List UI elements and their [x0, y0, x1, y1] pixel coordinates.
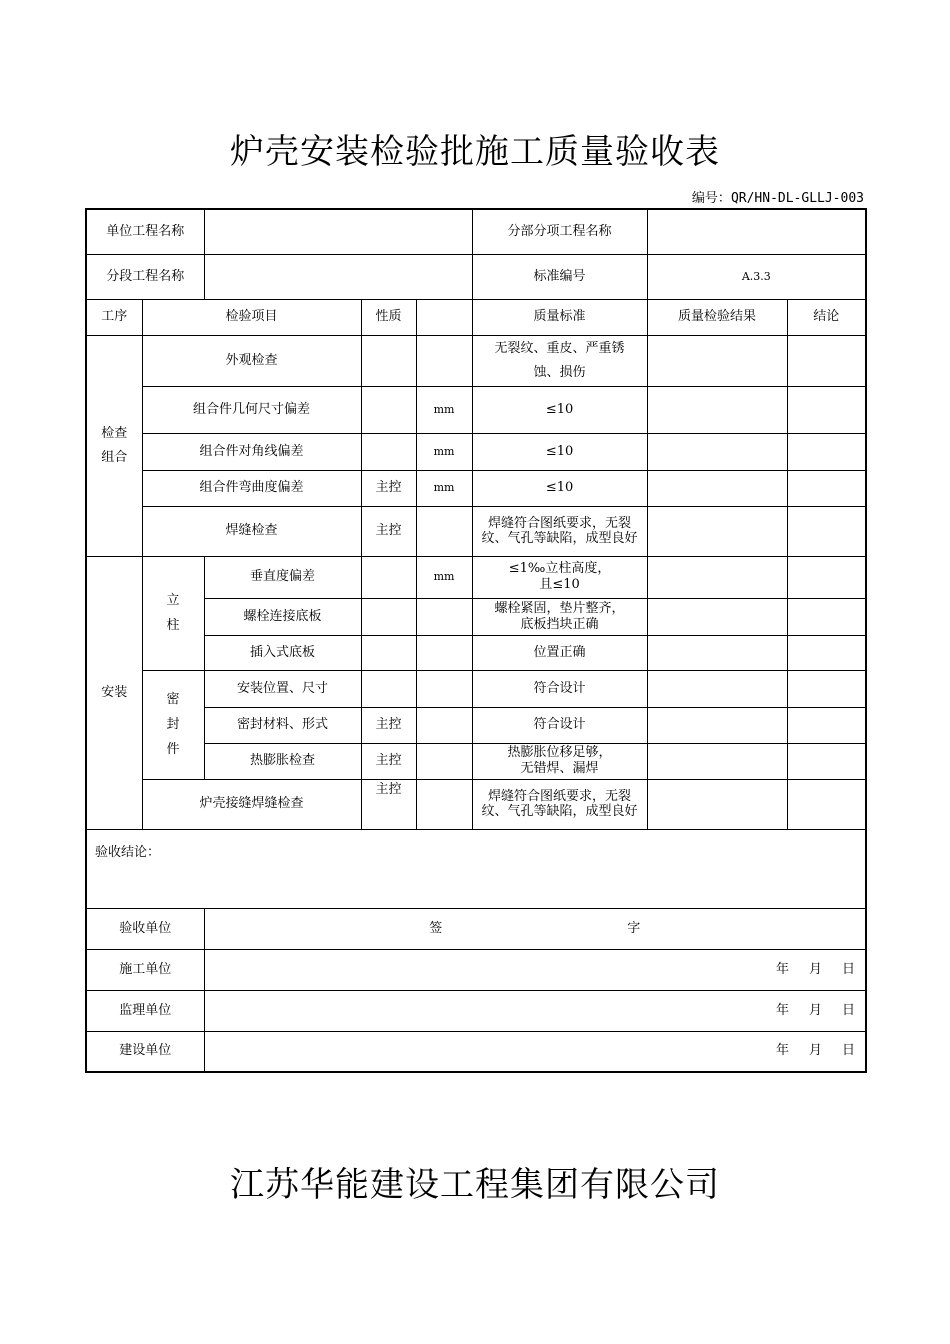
row-standard: 符合设计: [472, 670, 647, 707]
sub-project-field[interactable]: [647, 209, 866, 254]
subgroup-column: 立柱: [142, 556, 204, 670]
row-nature: [361, 598, 416, 635]
col-conclusion: 结论: [787, 299, 866, 335]
row-item: 外观检查: [142, 335, 361, 386]
row-nature: [361, 335, 416, 386]
row-unit: mm: [416, 470, 472, 506]
unit-project-field[interactable]: [204, 209, 472, 254]
subgroup-seal: 密封件: [142, 670, 204, 779]
row-conclusion[interactable]: [787, 335, 866, 386]
row-unit: mm: [416, 556, 472, 598]
row-standard: ≤10: [472, 433, 647, 470]
row-nature: [361, 433, 416, 470]
row-standard: ≤10: [472, 386, 647, 433]
row-result[interactable]: [647, 707, 787, 743]
inspection-table: [85, 208, 867, 1073]
row-standard: 焊缝符合图纸要求，无裂纹、气孔等缺陷，成型良好: [472, 506, 647, 556]
acceptance-conclusion-label: 验收结论：: [95, 844, 161, 860]
construction-unit-label: 施工单位: [86, 949, 204, 990]
row-conclusion[interactable]: [787, 779, 866, 829]
col-result: 质量检验结果: [647, 299, 787, 335]
acceptance-conclusion[interactable]: [86, 829, 866, 908]
row-standard: 焊缝符合图纸要求，无裂纹、气孔等缺陷，成型良好: [472, 779, 647, 829]
section-project-label: 分段工程名称: [86, 254, 204, 299]
row-item: 密封材料、形式: [204, 707, 361, 743]
row-nature: [361, 386, 416, 433]
row-conclusion[interactable]: [787, 470, 866, 506]
owner-unit-sign[interactable]: 年 月 日: [204, 1031, 866, 1072]
row-item: 炉壳接缝焊缝检查: [142, 779, 361, 829]
row-item: 组合件对角线偏差: [142, 433, 361, 470]
row-nature: [361, 556, 416, 598]
row-result[interactable]: [647, 743, 787, 779]
row-unit: [416, 779, 472, 829]
row-conclusion[interactable]: [787, 635, 866, 670]
supervision-unit-sign[interactable]: 年 月 日: [204, 990, 866, 1031]
row-result[interactable]: [647, 433, 787, 470]
row-standard: 无裂纹、重皮、严重锈蚀、损伤: [472, 335, 647, 386]
row-result[interactable]: [647, 598, 787, 635]
row-conclusion[interactable]: [787, 386, 866, 433]
owner-unit-label: 建设单位: [86, 1031, 204, 1072]
document-code-label: 编号：: [691, 191, 731, 206]
row-conclusion[interactable]: [787, 743, 866, 779]
section-project-field[interactable]: [204, 254, 472, 299]
row-conclusion[interactable]: [787, 707, 866, 743]
sign-header: 签 字: [204, 908, 866, 949]
company-name: 江苏华能建设工程集团有限公司: [230, 1165, 720, 1205]
row-unit: [416, 598, 472, 635]
row-result[interactable]: [647, 635, 787, 670]
row-item: 组合件几何尺寸偏差: [142, 386, 361, 433]
row-unit: [416, 506, 472, 556]
document-code-value: QR/HN-DL-GLLJ-003: [730, 191, 864, 206]
row-item: 组合件弯曲度偏差: [142, 470, 361, 506]
row-conclusion[interactable]: [787, 670, 866, 707]
row-nature: 主控: [361, 506, 416, 556]
row-nature: [361, 670, 416, 707]
row-standard: 螺栓紧固，垫片整齐， 底板挡块正确: [472, 598, 647, 635]
row-standard: 符合设计: [472, 707, 647, 743]
row-result[interactable]: [647, 335, 787, 386]
row-result[interactable]: [647, 670, 787, 707]
construction-unit-sign[interactable]: 年 月 日: [204, 949, 866, 990]
group-install: 安装: [86, 556, 142, 829]
row-result[interactable]: [647, 506, 787, 556]
col-item: 检验项目: [142, 299, 361, 335]
row-item: 插入式底板: [204, 635, 361, 670]
row-unit: [416, 707, 472, 743]
row-result[interactable]: [647, 386, 787, 433]
row-nature: 主控: [361, 707, 416, 743]
row-item: 螺栓连接底板: [204, 598, 361, 635]
group-check-combo: 检查组合: [86, 335, 142, 556]
row-conclusion[interactable]: [787, 598, 866, 635]
row-item: 安装位置、尺寸: [204, 670, 361, 707]
document-code: [692, 187, 864, 206]
accept-unit-label: 验收单位: [86, 908, 204, 949]
col-unit: [416, 299, 472, 335]
row-item: 热膨胀检查: [204, 743, 361, 779]
row-unit: [416, 635, 472, 670]
row-nature: 主控: [361, 743, 416, 779]
row-unit: [416, 743, 472, 779]
row-nature: 主控: [361, 470, 416, 506]
row-standard: ≤10: [472, 470, 647, 506]
row-standard: ≤1‰立柱高度， 且≤10: [472, 556, 647, 598]
row-standard: 热膨胀位移足够， 无错焊、漏焊: [472, 743, 647, 779]
row-item: 焊缝检查: [142, 506, 361, 556]
col-standard: 质量标准: [472, 299, 647, 335]
row-unit: mm: [416, 386, 472, 433]
row-unit: mm: [416, 433, 472, 470]
row-conclusion[interactable]: [787, 433, 866, 470]
col-nature: 性质: [361, 299, 416, 335]
row-item: 垂直度偏差: [204, 556, 361, 598]
row-result[interactable]: [647, 556, 787, 598]
unit-project-label: 单位工程名称: [86, 209, 204, 254]
page-title: 炉壳安装检验批施工质量验收表: [230, 132, 720, 172]
col-process: 工序: [86, 299, 142, 335]
row-nature: 主控: [361, 779, 416, 829]
row-standard: 位置正确: [472, 635, 647, 670]
row-result[interactable]: [647, 470, 787, 506]
row-unit: [416, 670, 472, 707]
standard-no-value: A.3.3: [647, 254, 866, 299]
row-conclusion[interactable]: [787, 556, 866, 598]
row-conclusion[interactable]: [787, 506, 866, 556]
row-nature: [361, 635, 416, 670]
row-result[interactable]: [647, 779, 787, 829]
row-unit: [416, 335, 472, 386]
supervision-unit-label: 监理单位: [86, 990, 204, 1031]
standard-no-label: 标准编号: [472, 254, 647, 299]
sub-project-label: 分部分项工程名称: [472, 209, 647, 254]
